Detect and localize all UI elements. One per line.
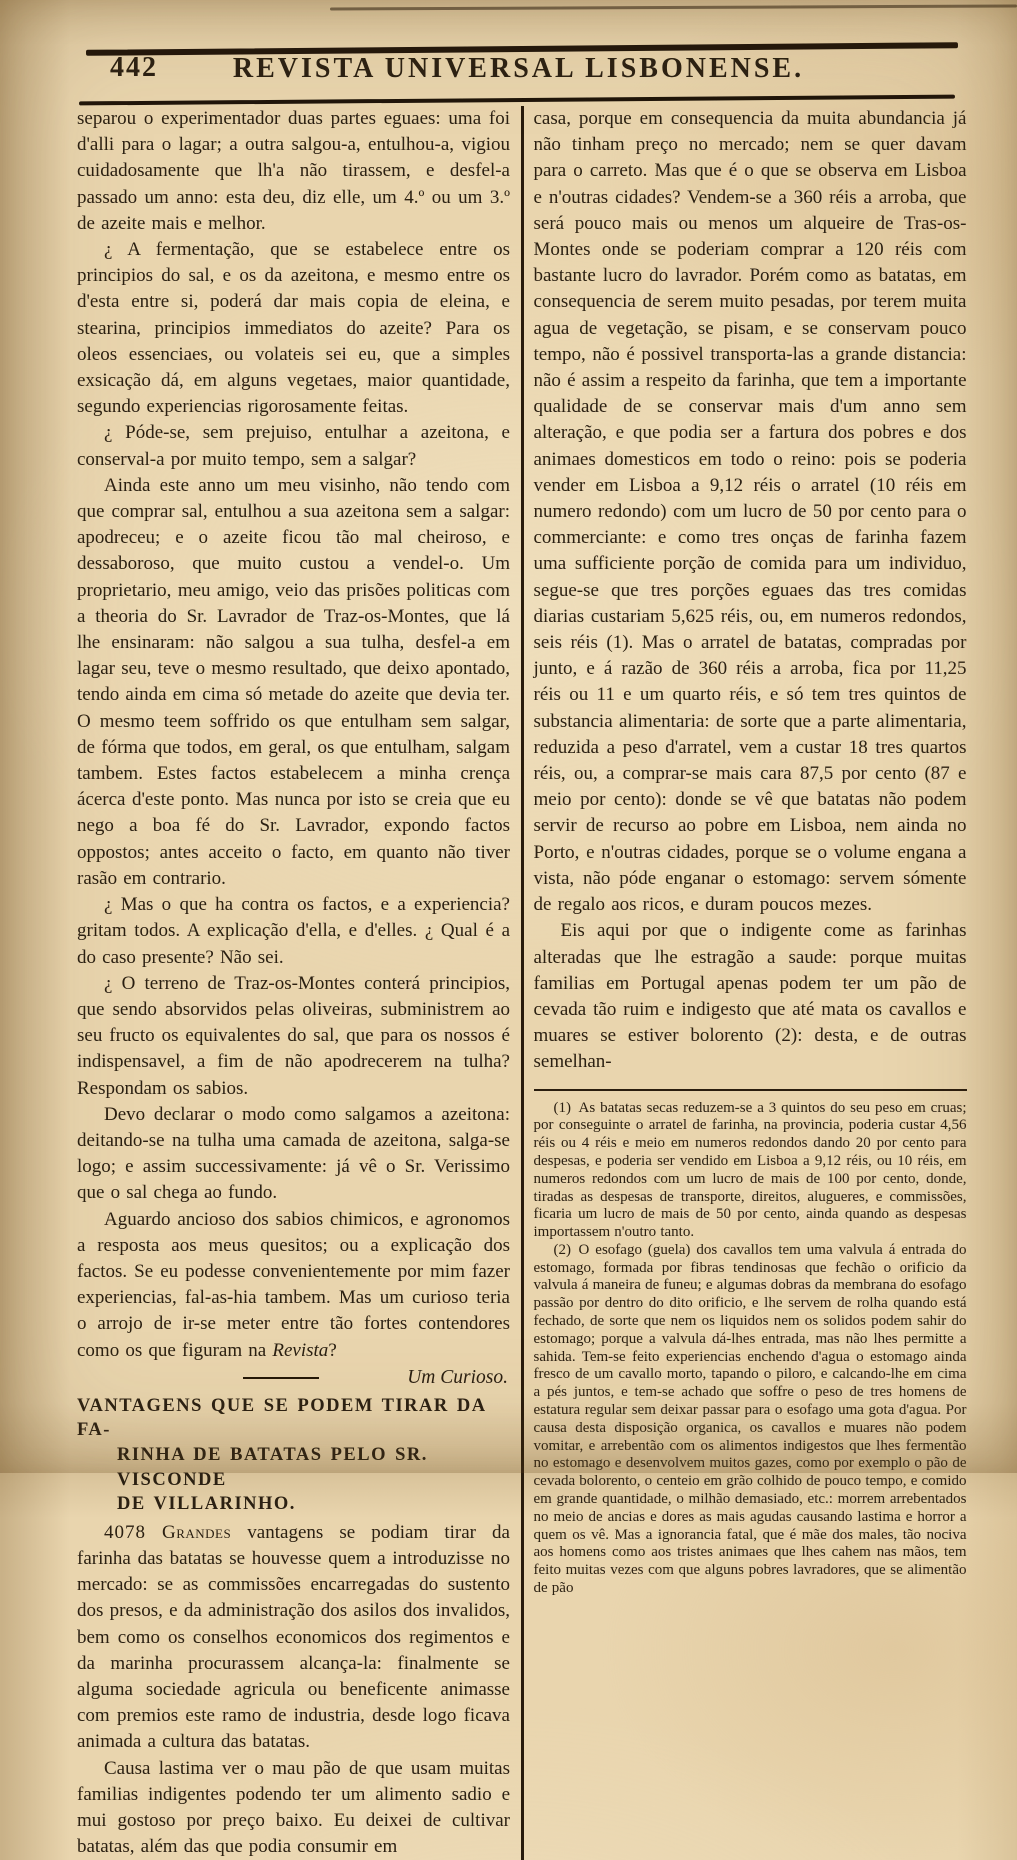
footnote-separator-rule — [534, 1089, 967, 1091]
column-divider-rule — [521, 106, 524, 1860]
right-column — [534, 106, 967, 1860]
paragraph: Eis aqui por que o indigente come as farinhas alteradas que lhe estragão a saude: porque muitas familias em Portugal apenas podem ter um pão de cevada tão ruim e indigesto que até mata os cavallos e muares se estiver bolorento (2): desta, e de outras semelhan- — [533, 920, 967, 1073]
paragraph: Ainda este anno um meu visinho, não tendo com que comprar sal, entulhou a sua azeitona sem a salgar: apodreceu; e o azeite ficou tão mal cheiroso, e dessaboroso, que muito custou a vendel-o. Um proprietario, meu amigo, veio das prisões politicas com a theoria do Sr. Lavrador de Traz-os-Montes, que lá lhe ensinaram: não salgou a sua tulha, desfel-a em lagar seu, teve o mesmo resultado, que deixo apontado, tendo ainda em cima só metade do azeite que devia ter. O mesmo teem soffrido os que entulham sem salgar, de fórma que todos, em geral, os que entulham, salgam tambem. Estes factos estabelecem a minha crença ácerca d'este ponto. Mas nunca por isto se creia que eu nego a boa fé do Sr. Lavrador, expondo factos oppostos; antes acceito o facto, em quanto não tiver rasão em contrario. — [77, 474, 510, 889]
paragraph-text: ? — [328, 1339, 337, 1361]
masthead-bottom-rule — [79, 95, 955, 105]
paragraph-text: vantagens se podiam tirar da farinha das batatas se houvesse quem a introduzisse no mercado: se as commissões encarregadas do sustento dos presos, e da administração dos asilos dos invalidos, bem como os conselhos economicos dos regimentos e da marinha procurassem alcança-la: finalmente se alguma sociedade agricula ou beneficente animasse com premios este ramo de industria, desde logo ficava animada a cultura das batatas. — [77, 1521, 510, 1753]
paragraph — [77, 1520, 510, 1756]
footnote: (1) As batatas secas reduzem-se a 3 quintos do seu peso em cruas; por conseguinte o arratel de farinha, na provincia, poderia custar 4,56 réis ou 4 réis e meio em numeros redondos dando 20 por cento para despesas, e poderia ser vendido em Lisboa a 9,12 réis, ou 10 réis, em numeros redondos com um lucro de mais de 100 por cento, donde, tiradas as despesas de transporte, direitos, alugueres, e commissões, ficaria um lucro de mais de 50 por cento, ainda quando as despesas importassem n'outro tanto. — [533, 1099, 967, 1241]
journal-name-inline: Revista — [272, 1339, 329, 1361]
paragraph: ¿ Mas o que ha contra os factos, e a experiencia? gritam todos. A explicação d'ella, e d'elles. ¿ Qual é a do caso presente? Não sei. — [77, 894, 510, 968]
signature-row — [77, 1365, 510, 1392]
text-columns — [77, 106, 967, 1860]
journal-title: REVISTA UNIVERSAL LISBONENSE. — [232, 53, 805, 84]
item-number: 4078 — [104, 1521, 146, 1543]
lead-word: Grandes — [162, 1521, 232, 1543]
page-number: 442 — [110, 52, 158, 83]
paragraph: casa, porque em consequencia da muita abundancia já não tinham preço no mercado; nem se quer davam para o carreto. Mas que é o que se observa em Lisboa e n'outras cidades? Vendem-se a 360 réis a arroba, que será pouco mais ou menos um alqueire de Tras-os-Montes onde se poderiam comprar a 120 réis com bastante lucro do lavrador. Porém como as batatas, em consequencia de serem muito pesadas, por terem muita agua de vegetação, se pisam, e se conservam pouco tempo, não é possivel transporta-las a grande distancia: não é assim a respeito da farinha, que tem a importante qualidade de se conservar mais d'um anno sem alteração, e que podia ser a fartura dos pobres e dos animaes domesticos em todo o reino: pois se poderia vender em Lisboa a 9,12 réis o arratel (10 réis em numero redondo) com um lucro de 50 por cento para o commerciante: e como tres onças de farinha fazem uma sufficiente porção de comida para um individuo, segue-se que tres porções eguaes das tres comidas diarias custariam 5,625 réis, ou, em numeros redondos, seis réis (1). Mas o arratel de batatas, compradas por junto, e á razão de 360 réis a arroba, fica por 11,25 réis ou 11 e um quarto réis, e só tem tres quintos de substancia alimentaria: de sorte que a parte alimentaria, reduzida a peso d'arratel, vem a custar 18 tres quartos réis, ou, a comprar-se mais cara 87,5 por cento (87 e meio por cento): donde se vê que batatas não podem servir de recurso ao pobre em Lisboa, nem ainda no Porto, e n'outras cidades, porque se o volume engana a vista, não póde enganar o estomago: servem sómente de regalo aos ricos, e duram poucos mezes. — [533, 108, 967, 916]
article-heading-line: DE VILLARINHO. — [117, 1494, 296, 1515]
paragraph: ¿ O terreno de Traz-os-Montes conterá principios, que sendo absorvidos pelas oliveiras, subministrem ao seu fructo os equivalentes do sal, que para os nossos é indispensavel, a fim de não apodrecerem na tulha? Respondam os sabios. — [77, 972, 510, 1099]
paragraph: ¿ Póde-se, sem prejuiso, entulhar a azeitona, e conserval-a por muito tempo, sem a salgar? — [77, 422, 510, 470]
footnote: (2) O esofago (guela) dos cavallos tem uma valvula á entrada do estomago, formada por fibras tendinosas que fechão o orificio da valvula á maneira de funeu; e algumas dobras da membrana do esofago passão por dentro do dito orificio, e lhe servem de rolha quando está fechado, de sorte que nem os liquidos nem os solidos podem sahir do estomago; porque a valvula dá-lhes entrada, mas não lhes permitte a sahida. Tem-se feito experiencias enchendo d'agua o estomago ainda fresco de um cavallo morto, tapando o piloro, e calcando-lhe em cima a pés juntos, e tem-se achado que soffre o peso de tres homens de estatura regular sem deixar passar para o esofago uma gota d'agua. Por causa desta disposição organica, os cavallos e muares não podem vomitar, e arrebentão com os alimentos indigestos que lhes fermentão no estomago e desenvolvem muitos gazes, como por exemplo o pão de cevada bolorento, o centeio em grão colhido de pouco tempo, e comido em grande quantidade, o milhão demasiado, etc.: morrem arrebentados no meio de ancias e dores as mais agudas causando lastima e horror a quem os vê. Mas a ignorancia fatal, que é mãe dos males, tão nociva aos homens como aos tristes animaes que lhes cahem nas mãos, tem feito muitas vezes com que alguns pobres lavradores, que se alimentão de pão — [533, 1241, 967, 1597]
paragraph: ¿ A fermentação, que se estabelece entre os principios do sal, e os da azeitona, e mesmo entre os d'esta entre si, poderá dar mais copia de eleina, e stearina, principios immediatos do azeite? Para os oleos essenciaes, ou volateis sei eu, que a simples exsicação dá, em alguns vegetaes, maior quantidade, segundo experiencias rigorosamente feitas. — [77, 239, 510, 418]
paragraph-text: Aguardo ancioso dos sabios chimicos, e agronomos a resposta aos meus quesitos; ou a explicação dos factos. Se eu podesse convenientemente por mim fazer experiencias, fal-as-hia tambem. Mas um curioso teria o arrojo de ir-se meter entre tão fortes contendores como os que figuram na — [77, 1208, 510, 1361]
paragraph: separou o experimentador duas partes eguaes: uma foi d'alli para o lagar; a outra salgou-a, entulhou-a, vigiou cuidadosamente que lh'a não tirassem, e desfel-a passado um anno: esta deu, diz elle, um 4.º ou um 3.º de azeite mais e melhor. — [77, 108, 510, 234]
article-heading-line: VANTAGENS QUE SE PODEM TIRAR DA FA- — [77, 1395, 486, 1441]
paragraph — [77, 1207, 510, 1364]
signature-name: Um Curioso. — [407, 1367, 508, 1389]
article-heading — [77, 1394, 510, 1517]
left-column — [77, 106, 510, 1860]
signature-dash — [243, 1377, 319, 1379]
paragraph: Causa lastima ver o mau pão de que usam muitas familias indigentes podendo ter um alimento sadio e mui gostoso por preço baixo. Eu deixei de cultivar batatas, além das que podia consumir em — [77, 1757, 510, 1858]
article-heading-line: RINHA DE BATATAS PELO SR. VISCONDE — [117, 1444, 428, 1490]
page-top-edge-line — [330, 5, 1017, 11]
paragraph: Devo declarar o modo como salgamos a azeitona: deitando-se na tulha uma camada de azeitona, salga-se logo; e assim successivamente: já vê o Sr. Verissimo que o sal chega ao fundo. — [77, 1103, 510, 1204]
